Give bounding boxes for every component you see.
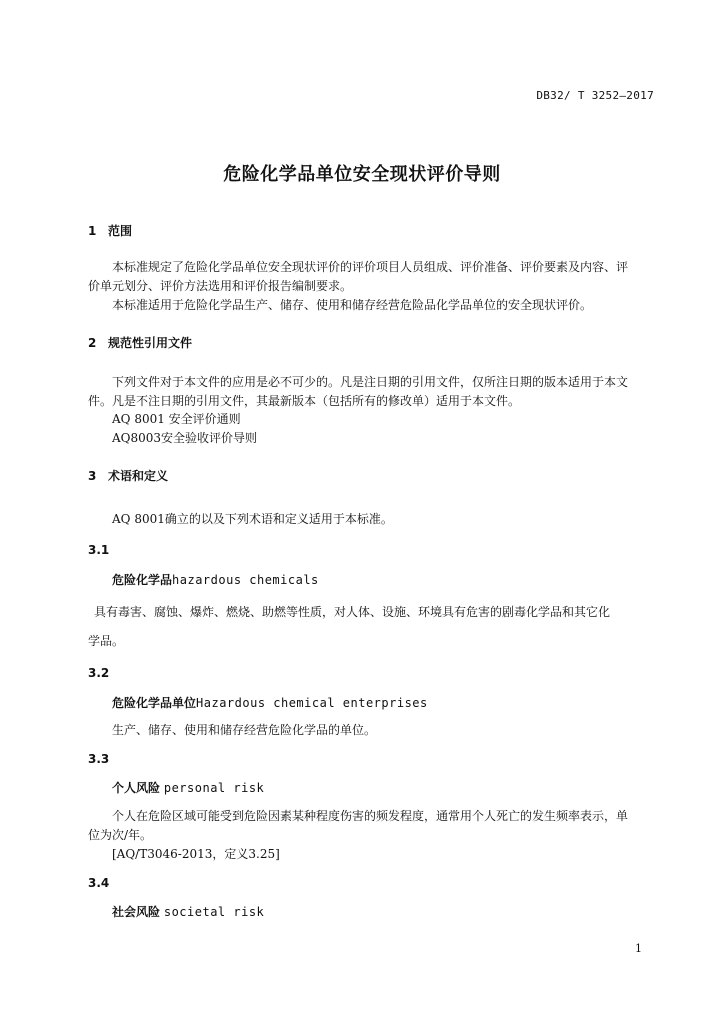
- paragraph-line: 本标准规定了危险化学品单位安全现状评价的评价项目人员组成、评价准备、评价要素及内容、评: [112, 260, 629, 274]
- term-chinese: 危险化学品: [112, 573, 173, 587]
- section-3-heading: [88, 467, 168, 484]
- term-english: personal risk: [163, 781, 265, 795]
- section-title: 范围: [108, 224, 133, 238]
- section-title: 规范性引用文件: [108, 336, 193, 350]
- section-number: 1: [88, 224, 97, 238]
- term-english: Hazardous chemical enterprises: [196, 696, 428, 710]
- term-number: 3.1: [88, 543, 110, 557]
- paragraph-line: 价单元划分、评价方法选用和评价报告编制要求。: [88, 279, 353, 293]
- term-entry: [112, 694, 428, 711]
- term-number: 3.4: [88, 876, 110, 890]
- term-entry: [112, 779, 264, 796]
- document-number-header: DB32/ T 3252—2017: [536, 89, 654, 102]
- term-chinese: 危险化学品单位: [112, 696, 197, 710]
- page-number: 1: [635, 942, 642, 955]
- term-chinese: 社会风险: [112, 905, 161, 919]
- term-english: societal risk: [163, 905, 265, 919]
- paragraph-line: 下列文件对于本文件的应用是必不可少的。凡是注日期的引用文件，仅所注日期的版本适用于本文: [112, 375, 629, 389]
- term-entry: [112, 903, 264, 920]
- definition-line: 个人在危险区域可能受到危险因素某种程度伤害的频发程度，通常用个人死亡的发生频率表示，单: [112, 809, 629, 823]
- definition-line: 具有毒害、腐蚀、爆炸、燃烧、助燃等性质，对人体、设施、环境具有危害的剧毒化学品和其它化: [94, 605, 611, 619]
- reference-item: AQ 8001 安全评价通则: [112, 412, 241, 426]
- paragraph-line: 件。凡是不注日期的引用文件，其最新版本（包括所有的修改单）适用于本文件。: [88, 394, 521, 408]
- definition-line: 位为次/年。: [88, 828, 153, 842]
- definition-line: 学品。: [88, 634, 125, 648]
- definition-line: 生产、储存、使用和储存经营危险化学品的单位。: [112, 723, 377, 737]
- term-number: 3.2: [88, 666, 110, 680]
- reference-item: AQ8003安全验收评价导则: [112, 431, 258, 445]
- section-1-heading: [88, 222, 132, 239]
- section-title: 术语和定义: [108, 469, 169, 483]
- source-citation: [AQ/T3046-2013，定义3.25]: [112, 847, 280, 861]
- term-chinese: 个人风险: [112, 781, 161, 795]
- section-number: 2: [88, 336, 97, 350]
- term-entry: [112, 571, 319, 588]
- document-title: 危险化学品单位安全现状评价导则: [223, 164, 501, 185]
- term-english: hazardous chemicals: [172, 573, 319, 587]
- paragraph-line: 本标准适用于危险化学品生产、储存、使用和储存经营危险品化学品单位的安全现状评价。: [112, 298, 593, 312]
- section-number: 3: [88, 469, 97, 483]
- section-2-heading: [88, 334, 192, 351]
- paragraph-line: AQ 8001确立的以及下列术语和定义适用于本标准。: [112, 512, 393, 526]
- term-number: 3.3: [88, 752, 110, 766]
